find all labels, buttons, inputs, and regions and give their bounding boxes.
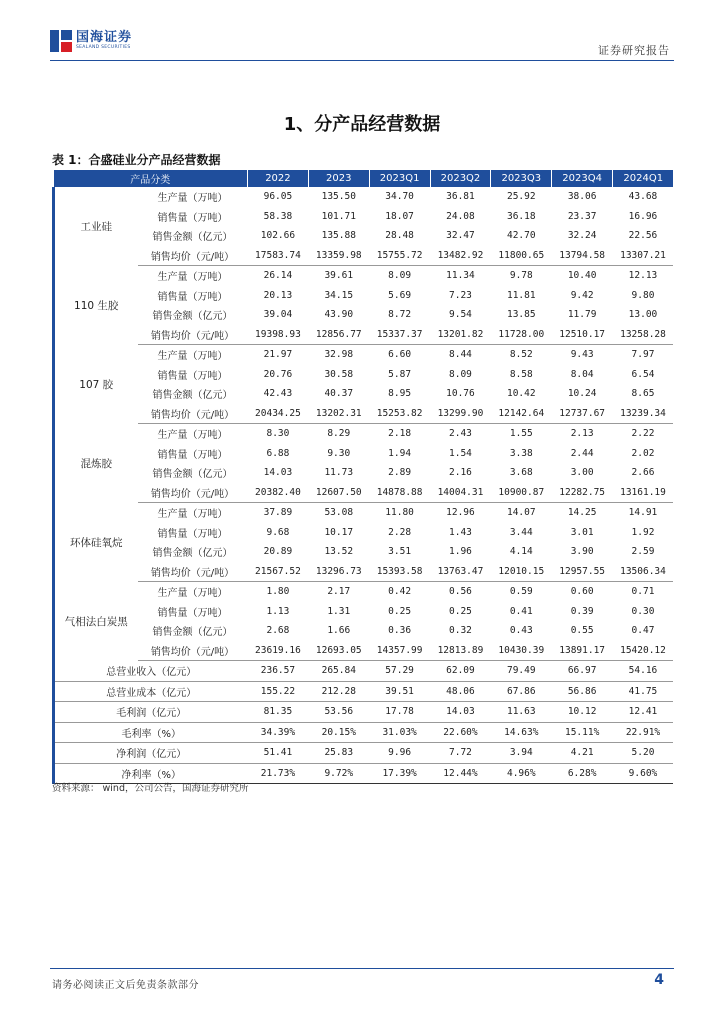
value-cell: 12813.89 — [430, 641, 491, 661]
value-cell: 0.43 — [509, 625, 533, 637]
value-cell: 13.85 — [506, 309, 536, 321]
value-cell: 7.97 — [631, 349, 655, 361]
value-cell: 25.83 — [308, 743, 369, 764]
metric-label-cell: 销售均价（元/吨） — [138, 325, 248, 345]
value-cell: 10.40 — [567, 270, 597, 282]
value-cell: 34.39% — [248, 722, 309, 743]
value-cell: 0.30 — [631, 605, 655, 617]
value-cell: 9.60% — [613, 763, 674, 784]
product-category-cell: 气相法白炭黑 — [54, 582, 138, 661]
value-cell: 101.71 — [321, 210, 356, 222]
value-cell: 11.81 — [506, 289, 536, 301]
metric-label-cell: 销售均价（元/吨） — [138, 483, 248, 503]
value-cell: 18.07 — [385, 210, 414, 222]
value-cell: 8.04 — [570, 368, 594, 380]
metric-label-cell: 销售量（万吨） — [157, 607, 228, 619]
value-cell: 0.60 — [570, 586, 594, 598]
value-cell: 10430.39 — [491, 641, 552, 661]
product-operations-table — [52, 170, 673, 784]
value-cell: 10.12 — [552, 702, 613, 723]
value-cell: 15393.58 — [369, 562, 430, 582]
table-row — [54, 424, 674, 444]
value-cell: 8.72 — [388, 309, 412, 321]
value-cell: 8.09 — [388, 270, 412, 282]
table-row — [54, 641, 674, 661]
value-cell: 1.92 — [631, 526, 655, 538]
metric-label-cell: 销售金额（亿元） — [152, 548, 233, 560]
value-cell: 0.71 — [631, 586, 655, 598]
value-cell: 43.90 — [324, 309, 354, 321]
metric-label-cell: 销售金额（亿元） — [152, 311, 233, 323]
value-cell: 9.43 — [570, 349, 594, 361]
metric-label-cell: 销售量（万吨） — [157, 370, 228, 382]
value-cell: 20.76 — [263, 368, 293, 380]
value-cell: 0.39 — [570, 605, 594, 617]
footer-divider — [50, 968, 674, 969]
value-cell: 22.56 — [628, 230, 658, 242]
value-cell: 30.58 — [324, 368, 354, 380]
value-cell: 51.41 — [248, 743, 309, 764]
value-cell: 56.86 — [552, 681, 613, 702]
value-cell: 11.34 — [446, 270, 475, 282]
value-cell: 22.91% — [613, 722, 674, 743]
value-cell: 12856.77 — [308, 325, 369, 345]
value-cell: 79.49 — [491, 661, 552, 682]
value-cell: 39.61 — [324, 270, 354, 282]
totals-row — [54, 722, 674, 743]
value-cell: 1.43 — [449, 526, 472, 538]
value-cell: 14.03 — [263, 467, 293, 479]
header-cell-period: 2023Q1 — [369, 170, 430, 187]
value-cell: 9.54 — [449, 309, 472, 321]
table-row — [54, 325, 674, 345]
value-cell: 12.96 — [446, 507, 475, 519]
header-cell-period: 2023Q2 — [430, 170, 491, 187]
value-cell: 34.15 — [324, 289, 354, 301]
logo-name-cn: 国海证券 — [76, 30, 133, 46]
value-cell: 14878.88 — [369, 483, 430, 503]
value-cell: 3.68 — [509, 467, 533, 479]
header-cell-period: 2023 — [308, 170, 369, 187]
table-row — [54, 602, 674, 622]
value-cell: 11800.65 — [491, 246, 552, 266]
disclaimer-note: 请务必阅读正文后免责条款部分 — [52, 980, 199, 991]
value-cell: 7.72 — [430, 743, 491, 764]
logo-mark-icon — [50, 30, 72, 52]
value-cell: 22.60% — [430, 722, 491, 743]
value-cell: 1.31 — [327, 605, 351, 617]
value-cell: 15337.37 — [369, 325, 430, 345]
value-cell: 8.65 — [631, 388, 655, 400]
totals-label-cell: 净利润（亿元） — [54, 743, 248, 764]
value-cell: 15755.72 — [369, 246, 430, 266]
value-cell: 2.44 — [570, 447, 594, 459]
table-row — [54, 384, 674, 404]
value-cell: 9.68 — [266, 526, 290, 538]
value-cell: 265.84 — [308, 661, 369, 682]
value-cell: 32.98 — [324, 349, 354, 361]
value-cell: 5.87 — [388, 368, 412, 380]
value-cell: 10.42 — [506, 388, 536, 400]
value-cell: 2.43 — [449, 428, 472, 440]
value-cell: 20.89 — [263, 546, 293, 558]
value-cell: 6.28% — [552, 763, 613, 784]
value-cell: 39.04 — [263, 309, 293, 321]
value-cell: 8.30 — [266, 428, 290, 440]
value-cell: 13307.21 — [613, 246, 674, 266]
metric-label-cell: 销售金额（亿元） — [152, 627, 233, 639]
value-cell: 96.05 — [263, 191, 293, 203]
header-cell-period: 2022 — [248, 170, 309, 187]
value-cell: 42.70 — [506, 230, 536, 242]
value-cell: 14.03 — [430, 702, 491, 723]
value-cell: 81.35 — [248, 702, 309, 723]
totals-row — [54, 681, 674, 702]
value-cell: 62.09 — [430, 661, 491, 682]
value-cell: 4.14 — [509, 546, 533, 558]
value-cell: 0.56 — [449, 586, 472, 598]
value-cell: 14.25 — [567, 507, 597, 519]
totals-label-cell: 毛利润（亿元） — [54, 702, 248, 723]
metric-label-cell: 销售金额（亿元） — [152, 469, 233, 481]
metric-label-cell: 销售均价（元/吨） — [138, 404, 248, 424]
value-cell: 23.37 — [567, 210, 597, 222]
table-row — [54, 562, 674, 582]
value-cell: 10.17 — [324, 526, 354, 538]
metric-label-cell: 销售金额（亿元） — [152, 390, 233, 402]
value-cell: 13296.73 — [308, 562, 369, 582]
value-cell: 15253.82 — [369, 404, 430, 424]
value-cell: 4.96% — [491, 763, 552, 784]
value-cell: 34.70 — [385, 191, 414, 203]
value-cell: 2.13 — [570, 428, 594, 440]
value-cell: 5.69 — [388, 289, 412, 301]
value-cell: 20434.25 — [248, 404, 309, 424]
value-cell: 0.25 — [388, 605, 412, 617]
value-cell: 3.00 — [570, 467, 594, 479]
metric-label-cell: 生产量（万吨） — [157, 430, 228, 442]
value-cell: 42.43 — [263, 388, 293, 400]
product-category-cell: 110 生胶 — [54, 266, 138, 345]
value-cell: 2.89 — [388, 467, 412, 479]
value-cell: 1.80 — [266, 586, 290, 598]
value-cell: 135.88 — [321, 230, 356, 242]
metric-label-cell: 销售均价（元/吨） — [138, 641, 248, 661]
table-row — [54, 523, 674, 543]
value-cell: 3.44 — [509, 526, 533, 538]
value-cell: 36.18 — [506, 210, 536, 222]
value-cell: 3.90 — [570, 546, 594, 558]
table-row — [54, 226, 674, 246]
section-title: 1、分产品经营数据 — [283, 114, 441, 135]
table-source-note: 资料来源： wind，公司公告，国海证券研究所 — [52, 783, 249, 794]
value-cell: 13794.58 — [552, 246, 613, 266]
value-cell: 12737.67 — [552, 404, 613, 424]
value-cell: 236.57 — [248, 661, 309, 682]
value-cell: 3.51 — [388, 546, 412, 558]
value-cell: 32.47 — [446, 230, 475, 242]
table-row — [54, 246, 674, 266]
value-cell: 9.72% — [308, 763, 369, 784]
value-cell: 10900.87 — [491, 483, 552, 503]
value-cell: 10.76 — [446, 388, 475, 400]
value-cell: 11.63 — [491, 702, 552, 723]
table-row — [54, 621, 674, 641]
table-header-row — [54, 170, 674, 187]
totals-row — [54, 743, 674, 764]
value-cell: 6.60 — [388, 349, 412, 361]
value-cell: 12957.55 — [552, 562, 613, 582]
value-cell: 13359.98 — [308, 246, 369, 266]
value-cell: 43.68 — [628, 191, 658, 203]
value-cell: 20382.40 — [248, 483, 309, 503]
value-cell: 31.03% — [369, 722, 430, 743]
table-row — [54, 444, 674, 464]
value-cell: 212.28 — [308, 681, 369, 702]
value-cell: 11728.00 — [491, 325, 552, 345]
header-cell-period: 2024Q1 — [613, 170, 674, 187]
value-cell: 2.17 — [327, 586, 351, 598]
value-cell: 8.52 — [509, 349, 533, 361]
header-divider — [50, 60, 674, 61]
value-cell: 21567.52 — [248, 562, 309, 582]
value-cell: 0.25 — [449, 605, 472, 617]
value-cell: 13201.82 — [430, 325, 491, 345]
value-cell: 1.54 — [449, 447, 472, 459]
value-cell: 12693.05 — [308, 641, 369, 661]
value-cell: 13299.90 — [430, 404, 491, 424]
value-cell: 21.73% — [248, 763, 309, 784]
value-cell: 0.55 — [570, 625, 594, 637]
value-cell: 8.29 — [327, 428, 351, 440]
totals-label-cell: 毛利率（%） — [54, 722, 248, 743]
value-cell: 23619.16 — [248, 641, 309, 661]
value-cell: 7.23 — [449, 289, 472, 301]
product-category-cell: 环体硅氧烷 — [54, 503, 138, 582]
value-cell: 54.16 — [613, 661, 674, 682]
value-cell: 24.08 — [446, 210, 475, 222]
value-cell: 13.52 — [324, 546, 354, 558]
value-cell: 14357.99 — [369, 641, 430, 661]
value-cell: 9.96 — [369, 743, 430, 764]
totals-row — [54, 661, 674, 682]
value-cell: 6.88 — [266, 447, 290, 459]
value-cell: 13258.28 — [613, 325, 674, 345]
value-cell: 12010.15 — [491, 562, 552, 582]
table-row — [54, 207, 674, 227]
value-cell: 1.55 — [509, 428, 533, 440]
value-cell: 15420.12 — [613, 641, 674, 661]
value-cell: 6.54 — [631, 368, 655, 380]
value-cell: 32.24 — [567, 230, 597, 242]
value-cell: 9.30 — [327, 447, 351, 459]
company-logo — [50, 30, 132, 52]
metric-label-cell: 销售量（万吨） — [157, 528, 228, 540]
logo-name-en: SEALAND SECURITIES — [76, 45, 131, 51]
metric-label-cell: 生产量（万吨） — [157, 272, 228, 284]
value-cell: 1.66 — [327, 625, 351, 637]
value-cell: 67.86 — [491, 681, 552, 702]
value-cell: 20.13 — [263, 289, 293, 301]
metric-label-cell: 销售金额（亿元） — [152, 232, 233, 244]
table-row — [54, 542, 674, 562]
table-row — [54, 503, 674, 523]
table-row — [54, 266, 674, 286]
value-cell: 0.32 — [449, 625, 472, 637]
value-cell: 2.28 — [388, 526, 412, 538]
value-cell: 58.38 — [263, 210, 293, 222]
table-row — [54, 286, 674, 306]
table-row — [54, 345, 674, 365]
metric-label-cell: 生产量（万吨） — [157, 193, 228, 205]
value-cell: 17583.74 — [248, 246, 309, 266]
value-cell: 8.09 — [449, 368, 472, 380]
value-cell: 5.20 — [613, 743, 674, 764]
value-cell: 11.79 — [567, 309, 597, 321]
table-caption: 表 1：合盛硅业分产品经营数据 — [52, 153, 221, 167]
value-cell: 53.08 — [324, 507, 354, 519]
value-cell: 11.80 — [385, 507, 414, 519]
value-cell: 11.73 — [324, 467, 354, 479]
metric-label-cell: 销售量（万吨） — [157, 212, 228, 224]
value-cell: 14.91 — [628, 507, 658, 519]
metric-label-cell: 销售量（万吨） — [157, 291, 228, 303]
value-cell: 12282.75 — [552, 483, 613, 503]
value-cell: 3.38 — [509, 447, 533, 459]
table-body — [54, 187, 674, 784]
value-cell: 2.16 — [449, 467, 472, 479]
value-cell: 16.96 — [628, 210, 658, 222]
value-cell: 12607.50 — [308, 483, 369, 503]
value-cell: 10.24 — [567, 388, 597, 400]
value-cell: 2.18 — [388, 428, 412, 440]
value-cell: 66.97 — [552, 661, 613, 682]
value-cell: 3.01 — [570, 526, 594, 538]
value-cell: 28.48 — [385, 230, 414, 242]
value-cell: 0.59 — [509, 586, 533, 598]
value-cell: 20.15% — [308, 722, 369, 743]
totals-row — [54, 702, 674, 723]
header-cell-category: 产品分类 — [54, 170, 248, 187]
report-type-label: 证券研究报告 — [598, 44, 670, 57]
value-cell: 13239.34 — [613, 404, 674, 424]
value-cell: 13161.19 — [613, 483, 674, 503]
value-cell: 12.41 — [613, 702, 674, 723]
value-cell: 9.78 — [509, 270, 533, 282]
value-cell: 14004.31 — [430, 483, 491, 503]
value-cell: 48.06 — [430, 681, 491, 702]
value-cell: 17.39% — [369, 763, 430, 784]
metric-label-cell: 销售均价（元/吨） — [138, 246, 248, 266]
totals-label-cell: 总营业收入（亿元） — [54, 661, 248, 682]
value-cell: 13202.31 — [308, 404, 369, 424]
value-cell: 8.95 — [388, 388, 412, 400]
value-cell: 2.22 — [631, 428, 655, 440]
value-cell: 57.29 — [369, 661, 430, 682]
table-row — [54, 483, 674, 503]
value-cell: 13506.34 — [613, 562, 674, 582]
value-cell: 13482.92 — [430, 246, 491, 266]
value-cell: 0.42 — [388, 586, 412, 598]
value-cell: 1.13 — [266, 605, 290, 617]
value-cell: 1.96 — [449, 546, 472, 558]
header-cell-period: 2023Q4 — [552, 170, 613, 187]
value-cell: 8.44 — [449, 349, 472, 361]
value-cell: 39.51 — [369, 681, 430, 702]
header-cell-period: 2023Q3 — [491, 170, 552, 187]
value-cell: 4.21 — [552, 743, 613, 764]
value-cell: 0.47 — [631, 625, 655, 637]
metric-label-cell: 销售均价（元/吨） — [138, 562, 248, 582]
value-cell: 2.02 — [631, 447, 655, 459]
value-cell: 40.37 — [324, 388, 354, 400]
value-cell: 13763.47 — [430, 562, 491, 582]
value-cell: 14.07 — [506, 507, 536, 519]
product-category-cell: 混炼胶 — [54, 424, 138, 503]
metric-label-cell: 生产量（万吨） — [157, 351, 228, 363]
value-cell: 25.92 — [506, 191, 536, 203]
metric-label-cell: 生产量（万吨） — [157, 509, 228, 521]
value-cell: 135.50 — [321, 191, 356, 203]
value-cell: 15.11% — [552, 722, 613, 743]
value-cell: 37.89 — [263, 507, 293, 519]
value-cell: 0.41 — [509, 605, 533, 617]
value-cell: 102.66 — [260, 230, 296, 242]
value-cell: 14.63% — [491, 722, 552, 743]
value-cell: 19398.93 — [248, 325, 309, 345]
product-category-cell: 107 胶 — [54, 345, 138, 424]
page-number: 4 — [654, 972, 664, 988]
table-row — [54, 582, 674, 602]
value-cell: 0.36 — [388, 625, 412, 637]
value-cell: 26.14 — [263, 270, 293, 282]
page-header — [0, 0, 724, 64]
value-cell: 9.42 — [570, 289, 594, 301]
value-cell: 155.22 — [248, 681, 309, 702]
table-row — [54, 404, 674, 424]
value-cell: 9.80 — [631, 289, 655, 301]
value-cell: 53.56 — [308, 702, 369, 723]
table-row — [54, 187, 674, 207]
product-category-cell: 工业硅 — [54, 187, 138, 266]
totals-label-cell: 总营业成本（亿元） — [54, 681, 248, 702]
value-cell: 12.13 — [628, 270, 658, 282]
table-row — [54, 463, 674, 483]
value-cell: 21.97 — [263, 349, 293, 361]
value-cell: 38.06 — [567, 191, 597, 203]
metric-label-cell: 生产量（万吨） — [157, 588, 228, 600]
value-cell: 41.75 — [613, 681, 674, 702]
value-cell: 2.68 — [266, 625, 290, 637]
table-row — [54, 365, 674, 385]
totals-label-cell: 净利率（%） — [54, 763, 248, 784]
metric-label-cell: 销售量（万吨） — [157, 449, 228, 461]
value-cell: 8.58 — [509, 368, 533, 380]
value-cell: 12510.17 — [552, 325, 613, 345]
value-cell: 12142.64 — [491, 404, 552, 424]
table-row — [54, 305, 674, 325]
value-cell: 3.94 — [491, 743, 552, 764]
value-cell: 13.00 — [628, 309, 658, 321]
value-cell: 1.94 — [388, 447, 412, 459]
value-cell: 12.44% — [430, 763, 491, 784]
value-cell: 2.66 — [631, 467, 655, 479]
value-cell: 17.78 — [369, 702, 430, 723]
value-cell: 36.81 — [446, 191, 475, 203]
value-cell: 13891.17 — [552, 641, 613, 661]
value-cell: 2.59 — [631, 546, 655, 558]
